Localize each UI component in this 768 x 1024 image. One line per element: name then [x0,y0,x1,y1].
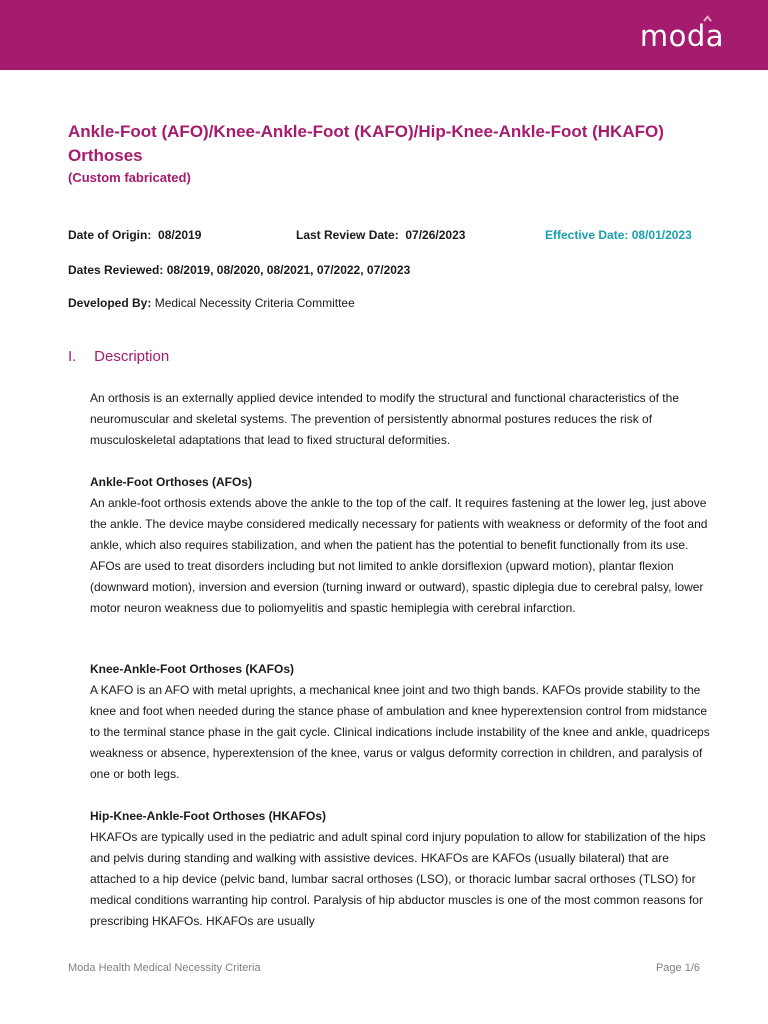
date-of-origin-label: Date of Origin: [68,228,152,242]
hkafo-heading: Hip-Knee-Ankle-Foot Orthoses (HKAFOs) [90,809,327,823]
dates-reviewed [68,263,410,277]
developed-by [68,296,355,310]
dates-reviewed-label: Dates Reviewed: [68,263,164,277]
developed-by-label: Developed By: [68,296,152,310]
page-number: Page 1/6 [655,962,700,974]
moda-logo [639,19,724,53]
intro-paragraph [90,388,710,451]
section-title: Description [94,348,170,365]
intro-text: An orthosis is an externally applied device intended to modify the structural and functional characteristics of the neuromuscular and skeletal systems. The prevention of persistently abnormal postures reduces the risk of musculoskeletal adaptations that lead to fixed structural deformities. [90,391,679,447]
document-subtitle: (Custom fabricated) [68,170,191,185]
effective-value: 08/01/2023 [631,228,692,242]
footer-label: Moda Health Medical Necessity Criteria [68,962,261,974]
document-title: Ankle-Foot (AFO)/Knee-Ankle-Foot (KAFO)/Hip-Knee-Ankle-Foot (HKAFO) Orthoses [68,122,664,165]
last-review-date [296,228,465,242]
last-review-label: Last Review Date: [296,228,399,242]
dates-reviewed-value: 08/2019, 08/2020, 08/2021, 07/2022, 07/2023 [166,263,411,277]
developed-by-value: Medical Necessity Criteria Committee [154,296,355,310]
kafo-heading: Knee-Ankle-Foot Orthoses (KAFOs) [90,662,295,676]
afo-heading: Ankle-Foot Orthoses (AFOs) [90,475,253,489]
afo-text: An ankle-foot orthosis extends above the ankle to the top of the calf. It requires fastening at the lower leg, just above the ankle. The device maybe considered medically necessary for patients with weakness or deformity of the foot and ankle, which also requires stabilization, and when the patient has the potential to benefit functionally from its use. AFOs are used to treat disorders including but not limited to ankle dorsiflexion (upward motion), plantar flexion (downward motion), inversion and eversion (turning inward or outward), spastic diplegia due to cerebral palsy, lower motor neuron weakness due to poliomyelitis and spastic hemiplegia with cerebral infarction. [90,496,708,615]
logo-text: moda [639,19,724,53]
date-of-origin [68,228,201,242]
kafo-text: A KAFO is an AFO with metal uprights, a mechanical knee joint and two thigh bands. KAFOs provide stability to the knee and foot when needed during the stance phase of ambulation and knee hyperextension control from midstance to the terminal stance phase in the gait cycle. Clinical indications include instability of the knee and ankle, quadriceps weakness or absence, hyperextension of the knee, varus or valgus deformity correction in children, and paralysis of one or both legs. [90,683,710,781]
date-of-origin-value: 08/2019 [158,228,202,242]
afo-block [90,472,710,619]
header-band [0,0,768,70]
hkafo-text: HKAFOs are typically used in the pediatric and adult spinal cord injury population to allow for stabilization of the hips and pelvis during standing and walking with assistive devices. HKAFOs are KAFOs (usually bilateral) that are attached to a hip device (pelvic band, lumbar sacral orthoses (LSO), or thoracic lumbar sacral orthoses (TLSO) for medical conditions warranting hip control. Paralysis of hip abductor muscles is one of the most common reasons for prescribing HKAFOs. HKAFOs are usually [90,830,706,928]
hkafo-block [90,806,710,932]
section-heading [68,348,169,365]
logo-caret-icon [703,14,712,23]
section-number: I. [68,348,77,365]
effective-label: Effective Date: [545,228,629,242]
effective-date [545,228,692,242]
last-review-value: 07/26/2023 [405,228,466,242]
kafo-block [90,659,710,785]
